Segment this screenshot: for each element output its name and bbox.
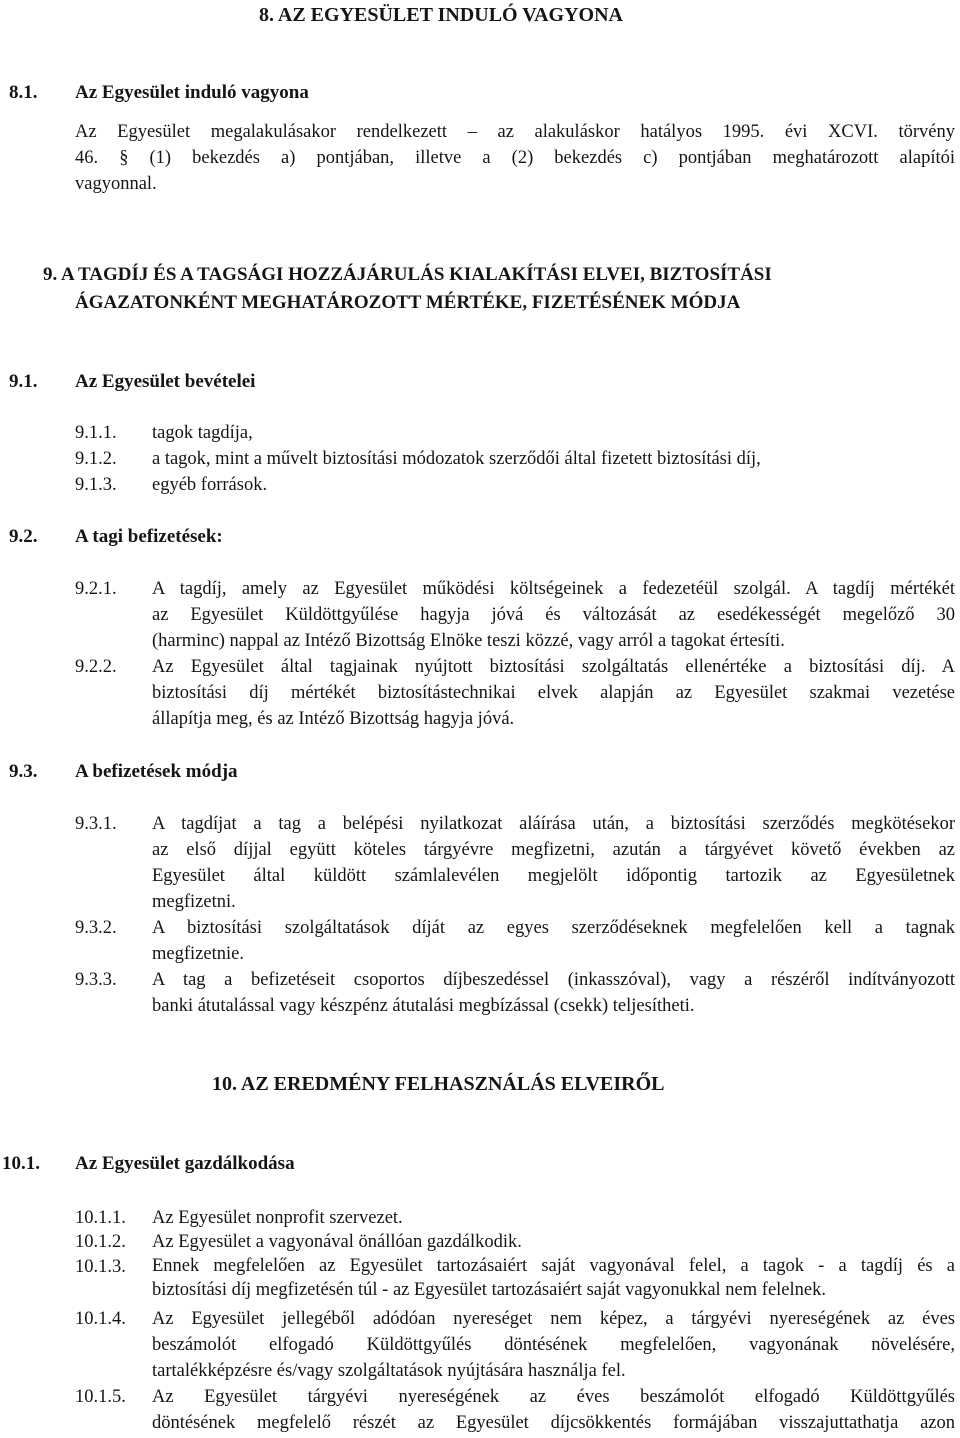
text-line: biztosítási díj megfizetésén túl - az Egyesület tartozásaiért saját vagyonukkal nem felelnek. bbox=[152, 1280, 826, 1300]
section-title: A befizetések módja bbox=[75, 761, 238, 782]
section-title: A tagi befizetések: bbox=[75, 526, 223, 547]
item-text: Az Egyesület a vagyonával önállóan gazdálkodik. bbox=[152, 1232, 522, 1252]
section-8-title: 8. AZ EGYESÜLET INDULÓ VAGYONA bbox=[259, 4, 623, 26]
item-number: 9.1.3. bbox=[75, 475, 117, 495]
text-line: (harminc) nappal az Intéző Bizottság Elnöke teszi közzé, vagy arról a tagokat értesíti. bbox=[152, 631, 785, 651]
item-number: 10.1.3. bbox=[75, 1257, 126, 1277]
text-line: Ennek megfelelően az Egyesület tartozásaiért saját vagyonával felel, a tagok - a tagdíj és a bbox=[152, 1256, 955, 1276]
text-line: 46. § (1) bekezdés a) pontjában, illetve a (2) bekezdés c) pontjában meghatározott alapítói bbox=[75, 148, 955, 168]
section-8-1-paragraph bbox=[75, 119, 955, 197]
list-item-9-1-2 bbox=[75, 446, 955, 472]
list-item-10-1-4 bbox=[75, 1306, 955, 1384]
item-text: tagok tagdíja, bbox=[152, 423, 253, 443]
list-item-9-3-1 bbox=[75, 811, 955, 915]
text-line: az Egyesület Küldöttgyűlése hagyja jóvá és változását az esedékességét megelőző 30 bbox=[152, 605, 955, 625]
list-item-9-3-3 bbox=[75, 967, 955, 1019]
item-number: 10.1.5. bbox=[75, 1387, 126, 1407]
text-line: megfizetni. bbox=[152, 892, 236, 912]
list-item-9-3-2 bbox=[75, 915, 955, 967]
section-9-title-line-2: ÁGAZATONKÉNT MEGHATÁROZOTT MÉRTÉKE, FIZETÉSÉNEK MÓDJA bbox=[75, 292, 741, 313]
section-title: Az Egyesület gazdálkodása bbox=[75, 1153, 295, 1174]
text-line: döntésének megfelelő részét az Egyesület díjcsökkentés formájában visszajuttathatja azon bbox=[152, 1413, 955, 1433]
item-number: 9.2.1. bbox=[75, 579, 117, 599]
text-line: Az Egyesület tárgyévi nyereségének az éves beszámolót elfogadó Küldöttgyűlés bbox=[152, 1387, 955, 1407]
item-number: 10.1.4. bbox=[75, 1309, 126, 1329]
section-9-2-heading bbox=[9, 524, 223, 550]
section-10-title: 10. AZ EREDMÉNY FELHASZNÁLÁS ELVEIRŐL bbox=[212, 1073, 665, 1095]
text-line: megfizetnie. bbox=[152, 944, 244, 964]
text-line: Egyesület által küldött számlalevélen megjelölt időpontig tartozik az Egyesületnek bbox=[152, 866, 955, 886]
item-number: 9.3.2. bbox=[75, 918, 117, 938]
item-number: 9.1.1. bbox=[75, 423, 117, 443]
section-title: Az Egyesület bevételei bbox=[75, 371, 256, 392]
text-line: beszámolót elfogadó Küldöttgyűlés döntésének megfelelően, vagyonának növelésére, bbox=[152, 1335, 955, 1355]
list-item-10-1-2 bbox=[75, 1229, 955, 1255]
text-line: banki átutalással vagy készpénz átutalási megbízással (csekk) teljesítheti. bbox=[152, 996, 695, 1016]
section-number: 9.2. bbox=[9, 526, 38, 547]
section-number: 9.3. bbox=[9, 761, 38, 782]
section-9-title-line-1: 9. A TAGDÍJ ÉS A TAGSÁGI HOZZÁJÁRULÁS KIALAKÍTÁSI ELVEI, BIZTOSÍTÁSI bbox=[43, 264, 772, 285]
list-item-9-2-2 bbox=[75, 654, 955, 732]
item-number: 9.3.1. bbox=[75, 814, 117, 834]
item-number: 10.1.1. bbox=[75, 1208, 126, 1228]
section-number: 8.1. bbox=[9, 82, 38, 103]
item-text: a tagok, mint a művelt biztosítási módozatok szerződői által fizetett biztosítási díj, bbox=[152, 449, 761, 469]
item-number: 9.1.2. bbox=[75, 449, 117, 469]
list-item-10-1-3 bbox=[75, 1254, 955, 1302]
item-text: egyéb források. bbox=[152, 475, 268, 495]
item-number: 10.1.2. bbox=[75, 1232, 126, 1252]
section-title: Az Egyesület induló vagyona bbox=[75, 82, 309, 103]
text-line: az első díjjal együtt köteles tárgyévre megfizetni, azután a tárgyévet követő években az bbox=[152, 840, 955, 860]
list-item-10-1-1 bbox=[75, 1205, 955, 1231]
text-line: Az Egyesület által tagjainak nyújtott biztosítási szolgáltatás ellenértéke a biztosítási díj. A bbox=[152, 657, 955, 677]
text-line: tartalékképzésre és/vagy szolgáltatások nyújtására használja fel. bbox=[152, 1361, 626, 1381]
list-item-9-1-3 bbox=[75, 472, 955, 498]
text-line: Az Egyesület megalakulásakor rendelkezett – az alakuláskor hatályos 1995. évi XCVI. törvény bbox=[75, 122, 955, 142]
section-10-1-heading bbox=[2, 1151, 295, 1177]
text-line: A tag a befizetéseit csoportos díjbeszedéssel (inkasszóval), vagy a részéről indítványozott bbox=[152, 970, 955, 990]
text-line: állapítja meg, és az Intéző Bizottság hagyja jóvá. bbox=[152, 709, 515, 729]
item-number: 9.2.2. bbox=[75, 657, 117, 677]
list-item-10-1-5 bbox=[75, 1384, 955, 1436]
text-line: Az Egyesület jellegéből adódóan nyereséget nem képez, a tárgyévi nyereségének az éves bbox=[152, 1309, 955, 1329]
section-8-1-heading bbox=[9, 80, 309, 106]
section-number: 9.1. bbox=[9, 371, 38, 392]
text-line: A tagdíj, amely az Egyesület működési költségeinek a fedezetéül szolgál. A tagdíj mértékét bbox=[152, 579, 955, 599]
text-line: A biztosítási szolgáltatások díját az egyes szerződéseknek megfelelően kell a tagnak bbox=[152, 918, 955, 938]
list-item-9-2-1 bbox=[75, 576, 955, 654]
section-9-3-heading bbox=[9, 759, 238, 785]
list-item-9-1-1 bbox=[75, 420, 955, 446]
item-text: Az Egyesület nonprofit szervezet. bbox=[152, 1208, 403, 1228]
text-line: vagyonnal. bbox=[75, 174, 157, 194]
section-9-1-heading bbox=[9, 369, 255, 395]
item-number: 9.3.3. bbox=[75, 970, 117, 990]
section-number: 10.1. bbox=[2, 1153, 40, 1174]
text-line: biztosítási díj mértékét biztosítástechnikai elvek alapján az Egyesület szakmai vezetése bbox=[152, 683, 955, 703]
text-line: A tagdíjat a tag a belépési nyilatkozat aláírása után, a biztosítási szerződés megkötésekor bbox=[152, 814, 955, 834]
